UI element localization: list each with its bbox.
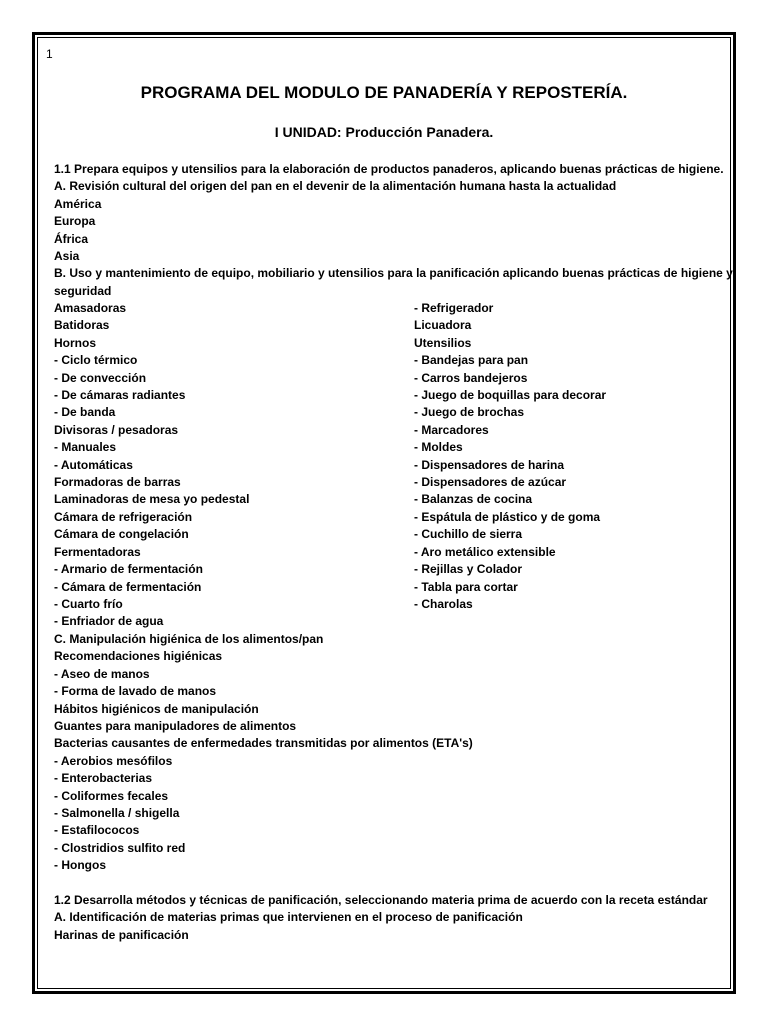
list-item: - Espátula de plástico y de goma — [414, 509, 601, 524]
list-item: - Cuchillo de sierra — [414, 527, 523, 542]
list-item: Harinas de panificación — [54, 927, 189, 942]
list-item: Laminadoras de mesa yo pedestal — [54, 492, 250, 507]
list-item: - Refrigerador — [414, 301, 494, 315]
list-item: - De convección — [54, 370, 147, 385]
list-item: Licuadora — [414, 318, 472, 333]
list-item: - Armario de fermentación — [54, 562, 203, 577]
list-item: - Estafilococos — [54, 823, 140, 838]
list-item: Bacterias causantes de enfermedades transmitidas por alimentos (ETA's) — [54, 736, 473, 751]
document-title: PROGRAMA DEL MODULO DE PANADERÍA Y REPOSTERÍA. — [140, 83, 628, 102]
list-item: - Automáticas — [54, 457, 133, 472]
list-item: Recomendaciones higiénicas — [54, 649, 223, 664]
list-item: África — [54, 231, 89, 246]
list-item: - Moldes — [414, 440, 463, 455]
list-item: - Juego de brochas — [414, 405, 525, 420]
unit-subtitle: I UNIDAD: Producción Panadera. — [274, 124, 494, 140]
section-c-heading: C. Manipulación higiénica de los alimentos/pan — [54, 632, 324, 646]
list-item: - Dispensadores de azúcar — [414, 475, 567, 490]
list-item: - Clostridios sulfito red — [54, 840, 186, 855]
section-1-2 — [54, 892, 724, 944]
section-b-heading: B. Uso y mantenimiento de equipo, mobiliario y utensilios para la panificación aplicando buenas prácticas de higiene y — [54, 266, 733, 281]
list-item: Formadoras de barras — [54, 475, 181, 490]
list-item: - Coliformes fecales — [54, 788, 169, 803]
section-b-heading-cont: seguridad — [54, 283, 112, 298]
equipment-list-right — [414, 300, 714, 613]
list-item: - Marcadores — [414, 422, 489, 437]
list-item: Amasadoras — [54, 301, 127, 315]
list-item: - Salmonella / shigella — [54, 806, 180, 821]
list-item: América — [54, 196, 102, 211]
list-item: Europa — [54, 214, 96, 229]
list-item: Guantes para manipuladores de alimentos — [54, 719, 297, 734]
list-item: - Balanzas de cocina — [414, 492, 533, 507]
list-item: - Enfriador de agua — [54, 614, 164, 629]
list-item: - Charolas — [414, 596, 473, 611]
list-item: - Rejillas y Colador — [414, 562, 523, 577]
list-item: - De banda — [54, 405, 116, 420]
list-item: - Dispensadores de harina — [414, 457, 565, 472]
list-item: Hábitos higiénicos de manipulación — [54, 701, 259, 716]
list-item: Divisoras / pesadoras — [54, 422, 179, 437]
list-item: Cámara de refrigeración — [54, 509, 193, 524]
list-item: - Bandejas para pan — [414, 353, 529, 368]
list-item: - Ciclo térmico — [54, 353, 138, 368]
page-number: 1 — [46, 47, 53, 61]
list-item: Utensilios — [414, 335, 472, 350]
section-1-2-heading: 1.2 Desarrolla métodos y técnicas de panificación, seleccionando materia prima de acuerdo con la receta estándar — [54, 893, 708, 907]
equipment-list-left — [54, 300, 394, 631]
list-item: Batidoras — [54, 318, 110, 333]
list-item: - Cuarto frío — [54, 596, 123, 611]
list-item: - Hongos — [54, 858, 106, 873]
section-1-1 — [54, 161, 733, 300]
list-item: - Tabla para cortar — [414, 579, 518, 594]
list-item: - Forma de lavado de manos — [54, 684, 217, 699]
section-c — [54, 631, 724, 875]
list-item: - Manuales — [54, 440, 117, 455]
list-item: - Carros bandejeros — [414, 370, 528, 385]
list-item: - Aerobios mesófilos — [54, 753, 173, 768]
list-item: Asia — [54, 249, 80, 264]
list-item: - Enterobacterias — [54, 771, 153, 786]
list-item: Hornos — [54, 335, 96, 350]
list-item: - Aro metálico extensible — [414, 544, 556, 559]
list-item: - Aseo de manos — [54, 666, 150, 681]
list-item: - De cámaras radiantes — [54, 388, 186, 403]
list-item: - Juego de boquillas para decorar — [414, 388, 607, 403]
list-item: - Cámara de fermentación — [54, 579, 202, 594]
list-item: Fermentadoras — [54, 544, 141, 559]
list-item: Cámara de congelación — [54, 527, 189, 542]
section-a-heading: A. Revisión cultural del origen del pan en el devenir de la alimentación humana hasta la actualidad — [54, 179, 617, 194]
section-1-1-heading: 1.1 Prepara equipos y utensilios para la elaboración de productos panaderos, aplicando buenas prácticas de higiene. — [54, 162, 724, 176]
section-1-2-a-heading: A. Identificación de materias primas que intervienen en el proceso de panificación — [54, 910, 523, 925]
